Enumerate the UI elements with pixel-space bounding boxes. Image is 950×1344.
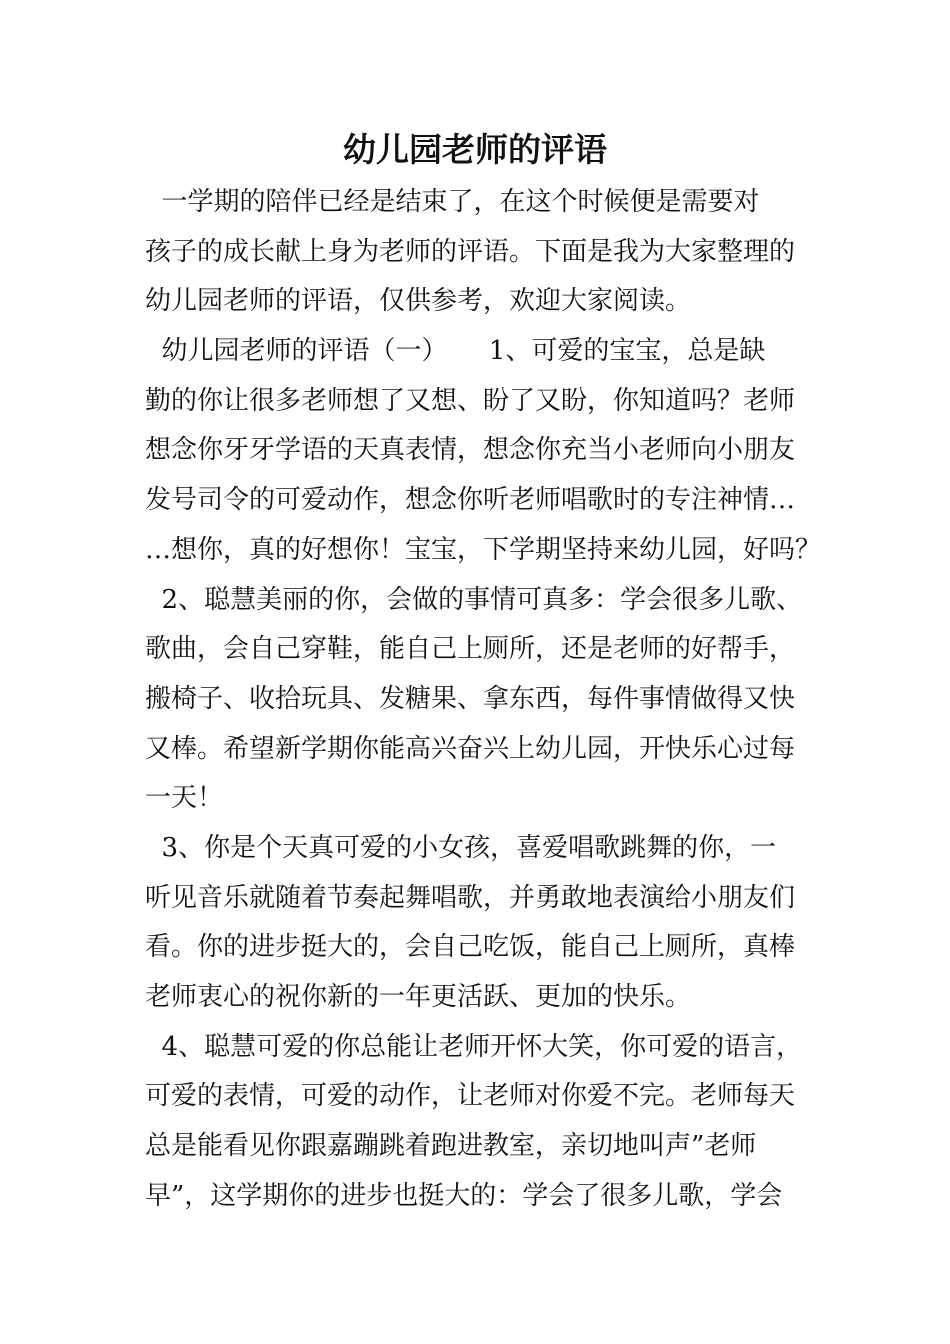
text-line: 早”，这学期你的进步也挺大的：学会了很多儿歌，学会	[145, 1180, 783, 1211]
text-line: 想念你牙牙学语的天真表情，想念你充当小老师向小朋友	[145, 435, 796, 466]
text-line: 幼儿园老师的评语，仅供参考，欢迎大家阅读。	[145, 286, 692, 317]
text-line: 一学期的陪伴已经是结束了，在这个时候便是需要对	[145, 187, 760, 217]
text-line: 看。你的进步挺大的，会自己吃饭，能自己上厕所，真棒	[145, 932, 796, 963]
text-line: 总是能看见你跟嘉蹦跳着跑进教室，亲切地叫声”老师	[145, 1131, 757, 1162]
document-title: 幼儿园老师的评语	[343, 130, 607, 169]
text-line: 老师衷心的祝你新的一年更活跃、更加的快乐。	[145, 982, 692, 1012]
text-line: 4、聪慧可爱的你总能让老师开怀大笑，你可爱的语言，	[145, 1031, 803, 1062]
text-line: 2、聪慧美丽的你，会做的事情可真多：学会很多儿歌、	[145, 584, 803, 615]
text-line: 搬椅子、收拾玩具、发糖果、拿东西，每件事情做得又快	[145, 683, 796, 714]
text-line: 发号司令的可爱动作，想念你听老师唱歌时的专注神情…	[145, 485, 796, 516]
text-line: 歌曲，会自己穿鞋，能自己上厕所，还是老师的好帮手，	[145, 634, 796, 665]
text-line: 听见音乐就随着节奏起舞唱歌，并勇敢地表演给小朋友们	[145, 882, 796, 913]
text-line: 孩子的成长献上身为老师的评语。下面是我为大家整理的	[145, 236, 796, 267]
text-line: 可爱的表情，可爱的动作，让老师对你爱不完。老师每天	[145, 1081, 796, 1112]
document-body	[145, 178, 822, 1221]
text-line: …想你，真的好想你！宝宝，下学期坚持来幼儿园，好吗？	[145, 534, 822, 565]
text-line: 幼儿园老师的评语（一） 1、可爱的宝宝，总是缺	[145, 336, 766, 367]
text-line: 又棒。希望新学期你能高兴奋兴上幼儿园，开快乐心过每	[145, 733, 796, 764]
text-line: 勤的你让很多老师想了又想、盼了又盼，你知道吗？老师	[145, 385, 796, 416]
text-line: 一天！	[145, 783, 224, 814]
text-line: 3、你是个天真可爱的小女孩，喜爱唱歌跳舞的你，一	[145, 832, 777, 863]
